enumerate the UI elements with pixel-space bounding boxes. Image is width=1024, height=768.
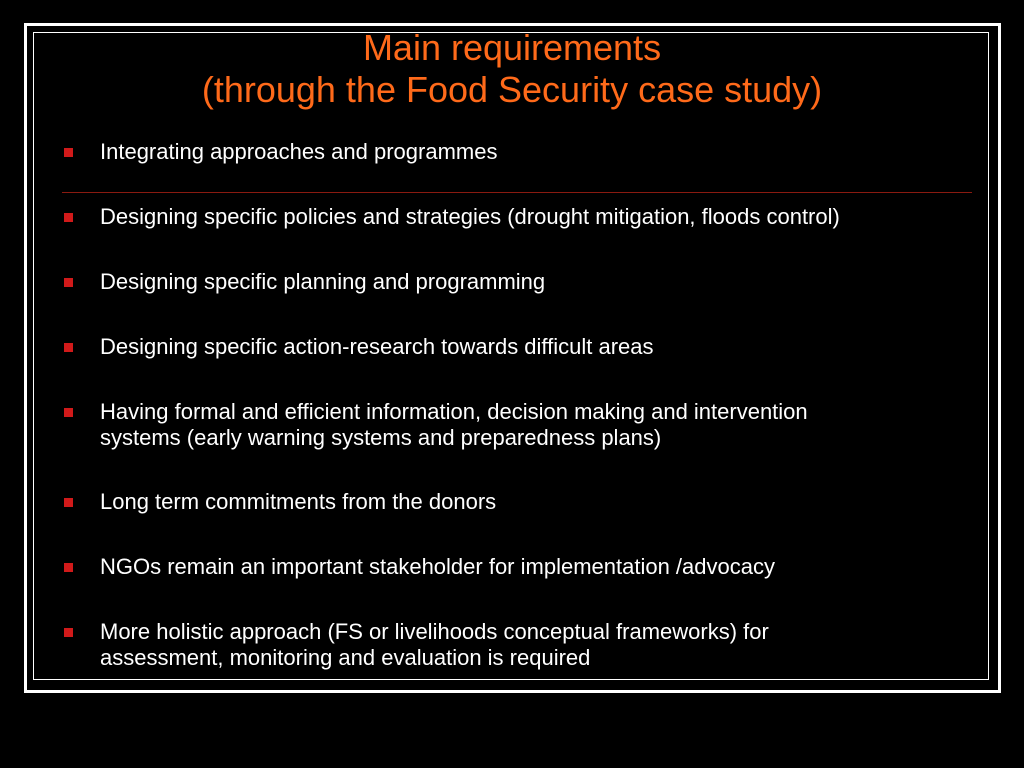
square-bullet-icon	[64, 628, 73, 637]
bullet-text: Integrating approaches and programmes	[100, 139, 498, 164]
square-bullet-icon	[64, 498, 73, 507]
title-line-1: Main requirements	[362, 27, 662, 68]
square-bullet-icon	[64, 343, 73, 352]
title-line-2: (through the Food Security case study)	[201, 69, 823, 110]
bullet-text: NGOs remain an important stakeholder for implementation /advocacy	[100, 554, 775, 579]
square-bullet-icon	[64, 278, 73, 287]
bullet-text: Designing specific planning and programming	[100, 269, 546, 294]
square-bullet-icon	[64, 148, 73, 157]
bullet-text: Long term commitments from the donors	[100, 489, 497, 514]
square-bullet-icon	[64, 563, 73, 572]
slide-title	[30, 27, 994, 111]
bullet-text: Designing specific action-research towards difficult areas	[100, 334, 654, 359]
bullet-text: More holistic approach (FS or livelihoods conceptual frameworks) for assessment, monitoring and evaluation is required	[100, 619, 769, 670]
bullet-text: Designing specific policies and strategies (drought mitigation, floods control)	[100, 204, 840, 229]
square-bullet-icon	[64, 408, 73, 417]
bullet-text: Having formal and efficient information, decision making and intervention systems (early warning systems and preparedness plans)	[100, 399, 808, 450]
square-bullet-icon	[64, 213, 73, 222]
divider-line	[62, 192, 972, 193]
